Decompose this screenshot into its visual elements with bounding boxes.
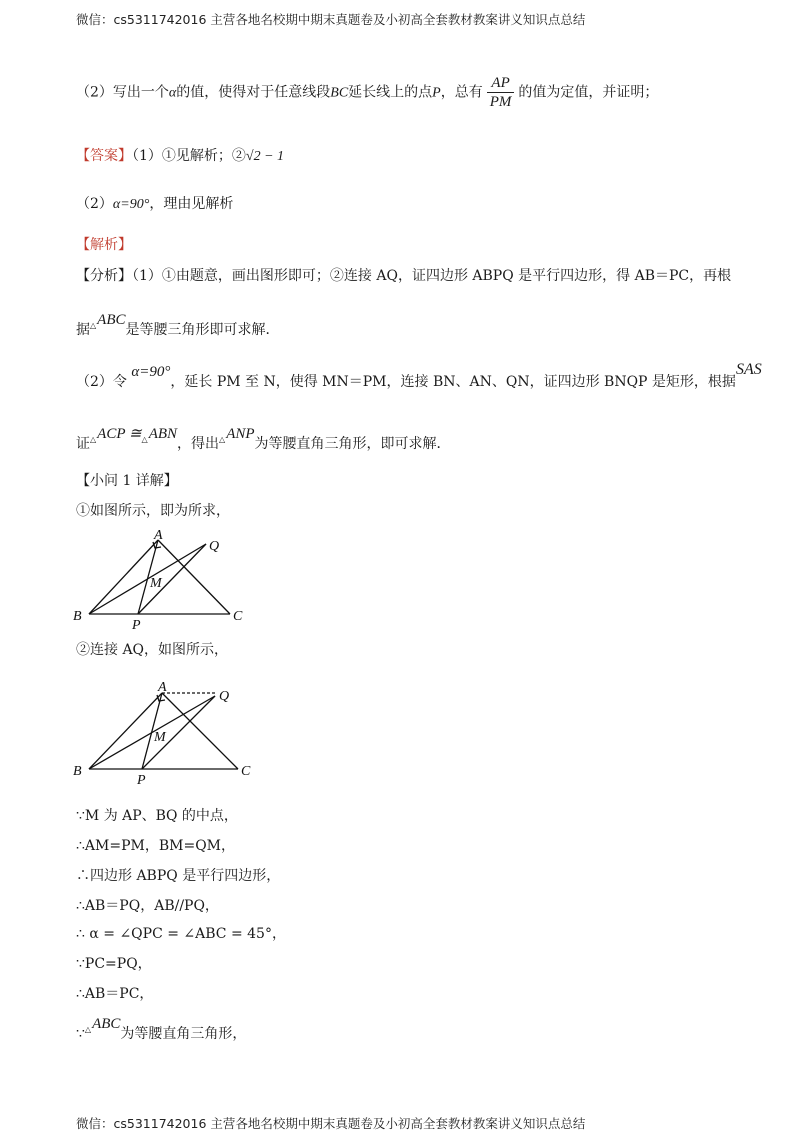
detail-item-1: ①如图所示，即为所求， bbox=[76, 503, 230, 519]
analysis-line-4: 证△ACP ≅△ABN，得出△ANP为等腰直角三角形，即可求解． bbox=[76, 426, 451, 452]
detail-title: 【小问 1 详解】 bbox=[76, 473, 178, 489]
fraction-ap-pm: $\frac{AP}{PM}$ bbox=[487, 74, 515, 111]
label-c: C bbox=[241, 764, 251, 779]
detail-item-2: ②连接 AQ，如图所示， bbox=[76, 642, 229, 658]
label-p: P bbox=[137, 773, 146, 786]
label-q: Q bbox=[219, 689, 230, 704]
proof-line-6: ∵PC=PQ， bbox=[76, 956, 152, 972]
label-p: P bbox=[132, 618, 141, 632]
proof-line-8: ∵△ABC为等腰直角三角形， bbox=[76, 1016, 247, 1042]
label-b: B bbox=[73, 609, 82, 624]
analysis-line-2: 据△ABC是等腰三角形即可求解． bbox=[76, 312, 280, 338]
proof-line-2: ∴AM=PM，BM=QM， bbox=[76, 838, 236, 854]
label-b: B bbox=[73, 764, 82, 779]
answer-line-2: （2）α=90°，理由见解析 bbox=[76, 196, 234, 212]
proof-line-5: ∴ α = ∠QPC = ∠ABC = 45°， bbox=[76, 926, 286, 942]
geometry-figure-2 bbox=[70, 676, 270, 786]
question-2: （2）写出一个α的值，使得对于任意线段BC延长线上的点P，总有 $\frac{AP}{PM}$ 的值为定值，并证明； bbox=[76, 75, 659, 110]
analysis-line-3: （2）令 α=90°，延长 PM 至 N，使得 MN＝PM，连接 BN、AN、QN，证四边形 BNQP 是矩形，根据SAS bbox=[76, 361, 762, 390]
label-a: A bbox=[154, 528, 163, 543]
proof-line-3: ∴四边形 ABPQ 是平行四边形， bbox=[76, 868, 281, 884]
answer-expression: √2 − 1 bbox=[245, 149, 285, 164]
label-c: C bbox=[233, 609, 243, 624]
label-a: A bbox=[158, 680, 167, 695]
page-footer: 微信：cs5311742016 主营各地名校期中期末真题卷及小初高全套教材教案讲义知识点总结 bbox=[76, 1116, 586, 1131]
proof-line-1: ∵M 为 AP、BQ 的中点， bbox=[76, 808, 238, 824]
label-m: M bbox=[150, 576, 162, 591]
label-q: Q bbox=[209, 539, 220, 554]
segment-bq bbox=[89, 696, 215, 769]
answer-label: 【答案】 bbox=[76, 148, 132, 164]
answer-line-1: 【答案】（1）①见解析；②√2 − 1 bbox=[76, 148, 285, 164]
analysis-line-1: 【分析】（1）①由题意，画出图形即可；②连接 AQ，证四边形 ABPQ 是平行四边形，得 AB＝PC，再根 bbox=[76, 268, 732, 284]
label-m: M bbox=[154, 730, 166, 745]
proof-line-7: ∴AB＝PC， bbox=[76, 986, 154, 1002]
geometry-figure-1 bbox=[70, 528, 260, 632]
proof-line-4: ∴AB＝PQ，AB//PQ， bbox=[76, 898, 219, 914]
segment-ab bbox=[89, 693, 162, 769]
analysis-label: 【解析】 bbox=[76, 237, 132, 253]
page-header: 微信：cs5311742016 主营各地名校期中期末真题卷及小初高全套教材教案讲义知识点总结 bbox=[76, 12, 586, 27]
